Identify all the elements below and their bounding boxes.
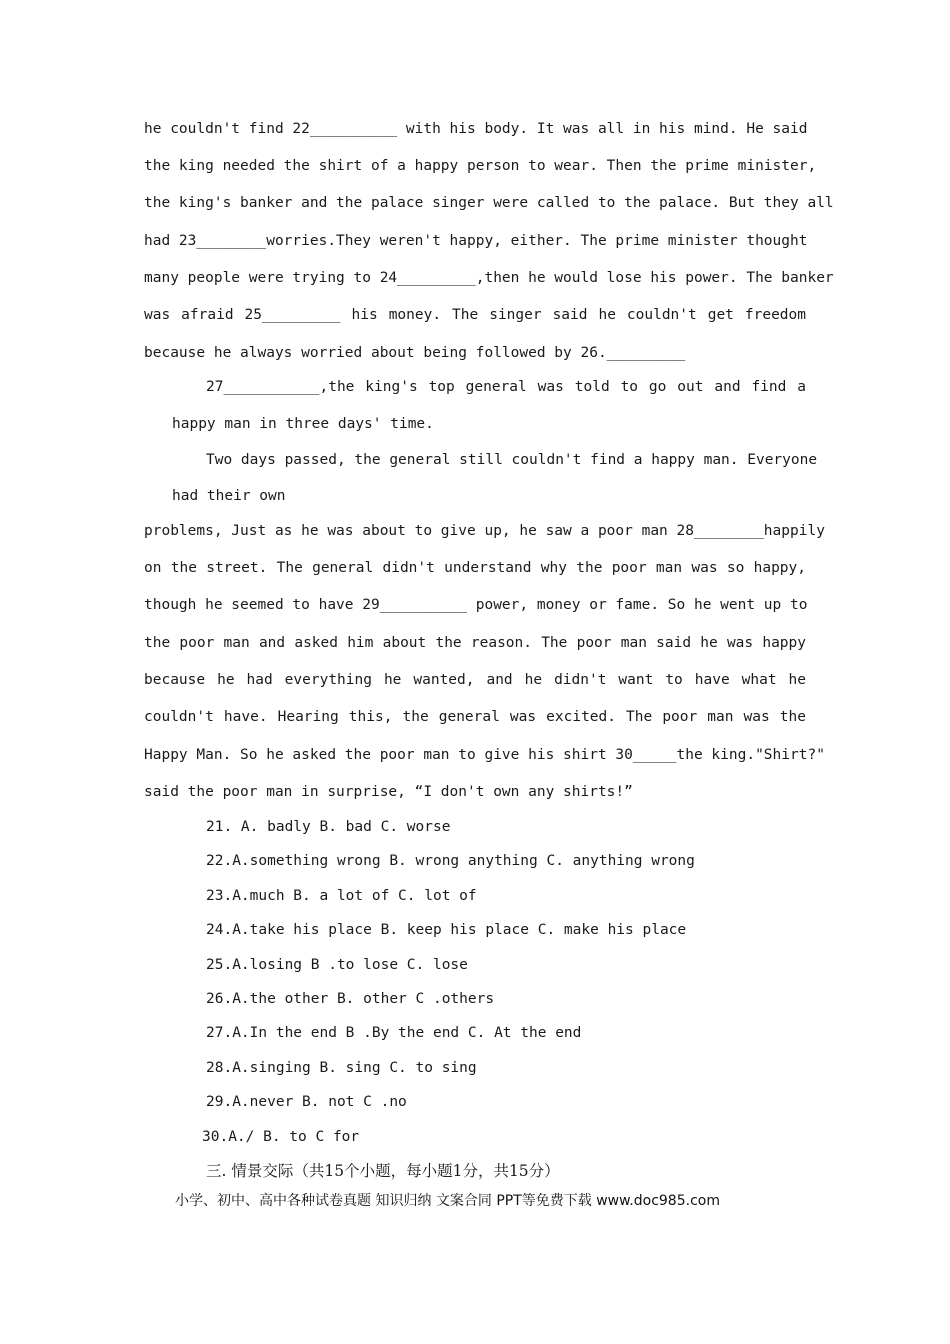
footer-banner: 小学、初中、高中各种试卷真题 知识归纳 文案合同 PPT等免费下载 www.doc985.com [175, 1193, 720, 1209]
passage-line: said the poor man in surprise, “I don't own any shirts!” [144, 784, 633, 800]
option-item-21: 21. A. badly B. bad C. worse [206, 819, 451, 835]
passage-line: though he seemed to have 29__________ power, money or fame. So he went up to [144, 597, 808, 613]
passage-line: the king needed the shirt of a happy person to wear. Then the prime minister, [144, 158, 817, 174]
passage-line: had 23________worries.They weren't happy, either. The prime minister thought [144, 233, 808, 249]
passage-line: because he always worried about being followed by 26._________ [144, 345, 686, 361]
option-item-22: 22.A.something wrong B. wrong anything C. anything wrong [206, 853, 695, 869]
passage-line: the king's banker and the palace singer were called to the palace. But they all [144, 195, 834, 211]
passage-line: problems, Just as he was about to give up, he saw a poor man 28________happily [144, 523, 825, 539]
passage-line: was afraid 25_________ his money. The singer said he couldn't get freedom [144, 307, 806, 323]
option-item-28: 28.A.singing B. sing C. to sing [206, 1060, 477, 1076]
passage-line: on the street. The general didn't understand why the poor man was so happy, [144, 560, 806, 576]
passage-line: Happy Man. So he asked the poor man to give his shirt 30_____the king."Shirt?" [144, 747, 825, 763]
passage-line: couldn't have. Hearing this, the general was excited. The poor man was the [144, 709, 806, 725]
passage-line: because he had everything he wanted, and he didn't want to have what he [144, 672, 806, 688]
passage-line: many people were trying to 24_________,then he would lose his power. The banker [144, 270, 834, 286]
passage-line: he couldn't find 22__________ with his body. It was all in his mind. He said [144, 121, 808, 137]
passage-line: had their own [172, 488, 286, 504]
option-item-23: 23.A.much B. a lot of C. lot of [206, 888, 477, 904]
passage-line: Two days passed, the general still couldn't find a happy man. Everyone [206, 452, 818, 468]
option-item-30: 30.A./ B. to C for [202, 1129, 360, 1145]
option-item-25: 25.A.losing B .to lose C. lose [206, 957, 468, 973]
passage-line: happy man in three days' time. [172, 416, 434, 432]
option-item-27: 27.A.In the end B .By the end C. At the end [206, 1025, 582, 1041]
section-heading: 三. 情景交际（共15个小题，每小题1分，共15分） [206, 1162, 560, 1180]
passage-line: the poor man and asked him about the reason. The poor man said he was happy [144, 635, 806, 651]
passage-line: 27___________,the king's top general was told to go out and find a [206, 379, 806, 395]
option-item-29: 29.A.never B. not C .no [206, 1094, 407, 1110]
option-item-24: 24.A.take his place B. keep his place C. make his place [206, 922, 687, 938]
option-item-26: 26.A.the other B. other C .others [206, 991, 495, 1007]
